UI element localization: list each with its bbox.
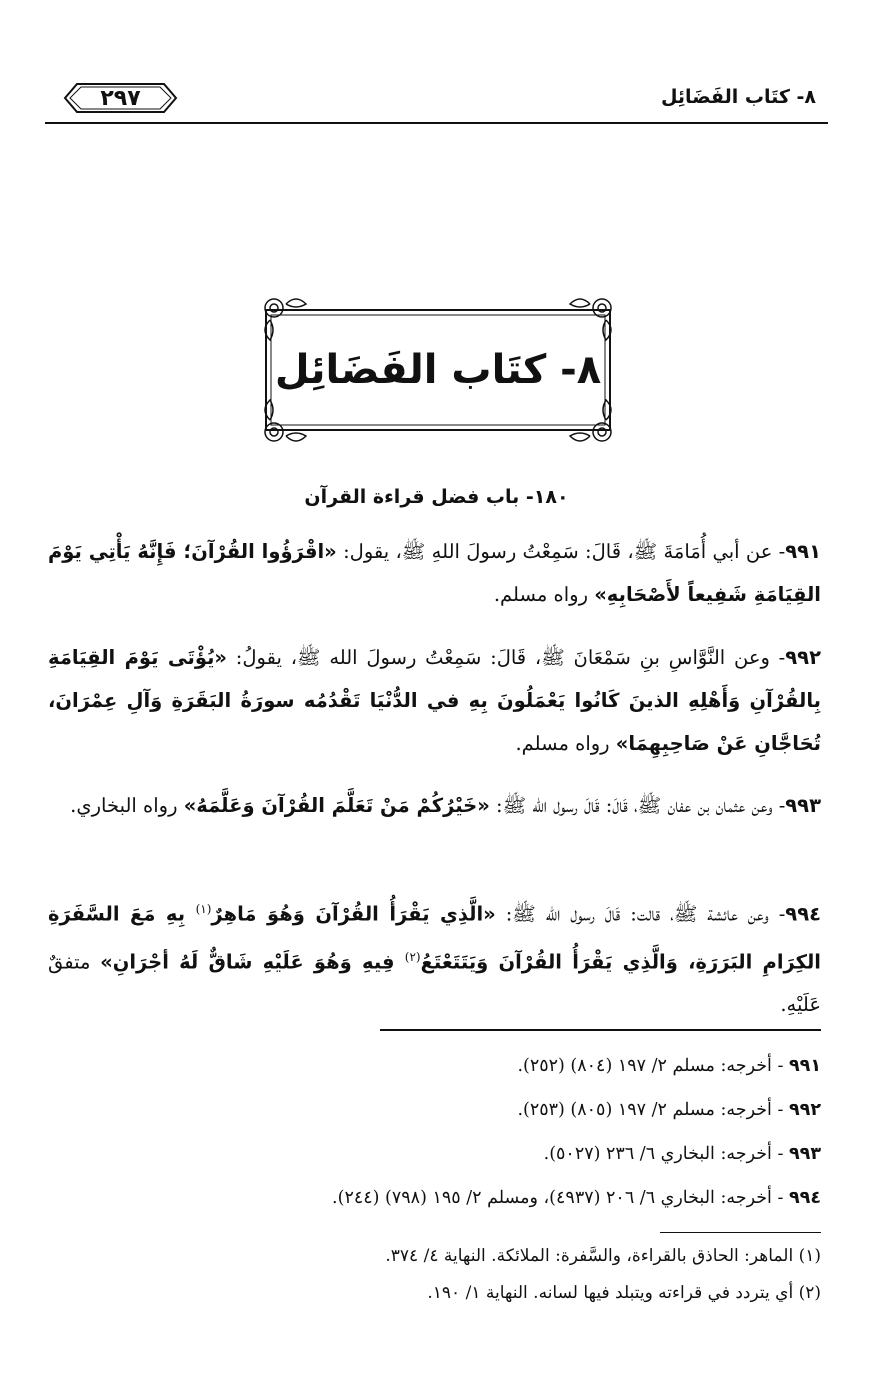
hadith-quote: «خَيْرُكُمْ مَنْ تَعَلَّمَ القُرْآنَ وَعَلَّمَهُ» <box>183 794 490 817</box>
source-text: - أخرجه: البخاري ٦/ ٢٠٦ (٤٩٣٧)، ومسلم ٢/ ١٩٥ (٧٩٨) (٢٤٤). <box>332 1188 789 1208</box>
footnote-item: (١) الماهر: الحاذق بالقراءة، والسَّفرة: الملائكة. النهاية ٤/ ٣٧٤. <box>385 1246 821 1266</box>
header-rule <box>45 122 828 124</box>
footnote-ref-1: (١) <box>195 902 212 916</box>
hadith-992 <box>48 636 821 765</box>
source-number: ٩٩١ <box>788 1056 821 1076</box>
footnotes-rule <box>660 1232 821 1233</box>
hadith-intro: - وعن عثمان بن عفان ﷺ، قَالَ: قَالَ رسول الله ﷺ: <box>489 794 786 817</box>
hadith-quote-part-1: «الَّذِي يَقْرَأُ القُرْآنَ وَهُوَ مَاهِرٌ <box>211 902 496 926</box>
hadith-994 <box>48 888 821 1026</box>
hadith-quote: «اقْرَؤُوا القُرْآنَ؛ فَإِنَّهُ يَأْتِي يَوْمَ القِيَامَةِ شَفِيعاً لأَصْحَابِهِ» <box>48 540 821 606</box>
hadith-993 <box>48 784 821 827</box>
running-title: ٨- كتَاب الفَضَائِل <box>660 86 816 108</box>
sources-rule <box>380 1029 821 1031</box>
hadith-source: رواه البخاري. <box>70 794 184 817</box>
section-heading: ١٨٠- باب فضل قراءة القرآن <box>304 486 569 508</box>
footnotes-list <box>120 1238 821 1312</box>
hadith-quote-part-2: بِهِ مَعَ السَّفَرَةِ الكِرَامِ البَرَرَةِ، وَالَّذِي يَقْرَأُ القُرْآنَ وَيَتَتَعْتَعُ <box>48 902 821 973</box>
source-text: - أخرجه: مسلم ٢/ ١٩٧ (٨٠٥) (٢٥٣). <box>517 1100 789 1120</box>
hadith-991 <box>48 530 821 616</box>
hadith-number: ٩٩٤ <box>785 902 822 926</box>
footnote-item: (٢) أي يتردد في قراءته ويتبلد فيها لسانه. النهاية ١/ ١٩٠. <box>427 1283 821 1303</box>
source-number: ٩٩٢ <box>788 1100 821 1120</box>
source-text: - أخرجه: مسلم ٢/ ١٩٧ (٨٠٤) (٢٥٢). <box>517 1056 789 1076</box>
source-item <box>120 1088 821 1132</box>
source-item <box>120 1132 821 1176</box>
hadith-intro: - وعن عائشة ﷺ، قالت: قَالَ رسول الله ﷺ: <box>495 902 786 926</box>
hadith-source: رواه مسلم. <box>515 732 616 755</box>
hadith-number: ٩٩١ <box>785 540 821 563</box>
hadith-source: متفقٌ عَلَيْهِ. <box>48 950 821 1016</box>
source-item <box>120 1176 821 1220</box>
hadith-quote-part-3: فِيهِ وَهُوَ عَلَيْهِ شَاقٌّ لَهُ أجْرَانِ» <box>100 950 405 973</box>
page-number: ٢٩٧ <box>100 85 141 111</box>
hadith-intro: - وعن النَّوَّاسِ بنِ سَمْعَانَ ﷺ، قَالَ: سَمِعْتُ رسولَ الله ﷺ، يقولُ: <box>227 646 786 669</box>
source-text: - أخرجه: البخاري ٦/ ٢٣٦ (٥٠٢٧). <box>543 1144 789 1164</box>
hadith-source: رواه مسلم. <box>493 583 595 606</box>
hadith-intro: - عن أبي أُمَامَةَ ﷺ، قَالَ: سَمِعْتُ رسولَ اللهِ ﷺ، يقول: <box>336 540 786 563</box>
source-item <box>120 1044 821 1088</box>
hadith-quote: «يُؤْتَى يَوْمَ القِيَامَةِ بِالقُرْآنِ وَأَهْلِهِ الذينَ كَانُوا يَعْمَلُونَ بِهِ في الدُّنْيَا تَقْدُمُه سورَةُ البَقَرَةِ وَآلِ عِمْرَانَ، تُحَاجَّانِ عَنْ صَاحِبِهِمَا» <box>48 646 821 755</box>
sources-list <box>120 1044 821 1220</box>
hadith-number: ٩٩٢ <box>785 646 821 669</box>
page-header <box>45 72 828 124</box>
chapter-title: ٨- كتَاب الفَضَائِل <box>274 347 602 393</box>
source-number: ٩٩٤ <box>788 1188 821 1208</box>
source-number: ٩٩٣ <box>788 1144 821 1164</box>
footnote-ref-2: (٢) <box>404 949 421 964</box>
hadith-number: ٩٩٣ <box>785 794 821 817</box>
